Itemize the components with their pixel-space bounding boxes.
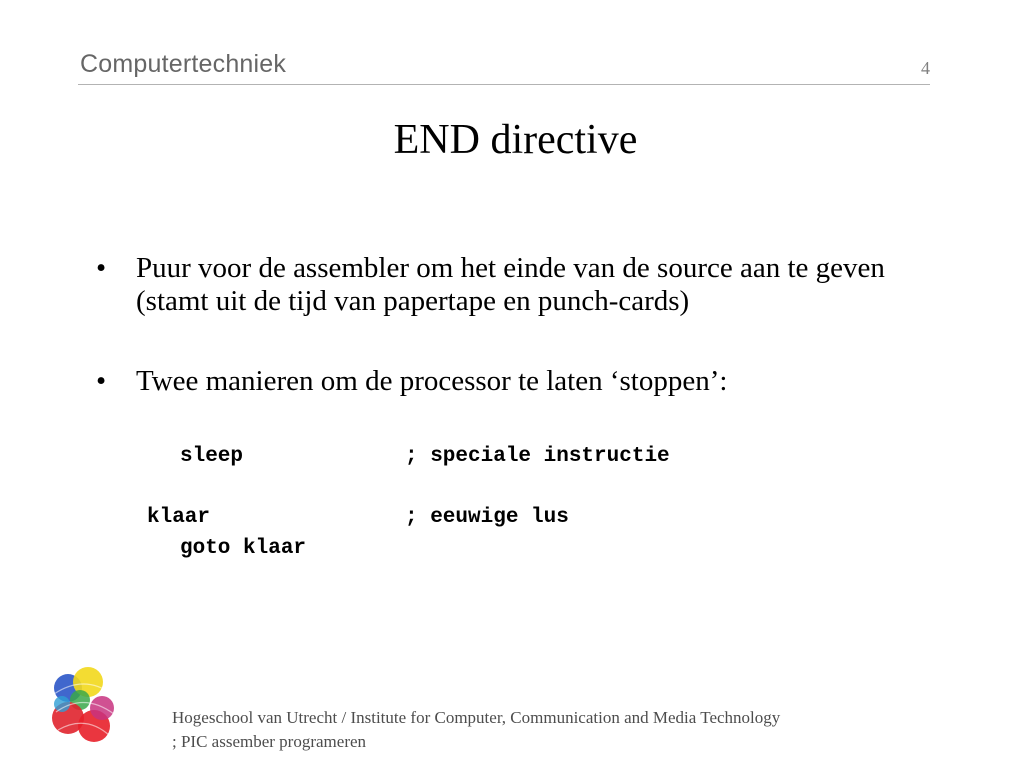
slide-title: END directive: [393, 117, 638, 163]
logo-blob-magenta: [90, 696, 114, 720]
footer-institution: Hogeschool van Utrecht / Institute for Computer, Communication and Media Technology: [172, 708, 781, 727]
bullet-text: Twee manieren om de processor te laten ‘stoppen’:: [136, 365, 728, 397]
bullet-item: [96, 365, 936, 398]
bullet-marker: •: [96, 365, 107, 397]
code-instruction: sleep: [180, 445, 244, 468]
code-comment: ; speciale instructie: [405, 445, 670, 468]
code-instruction: goto klaar: [180, 537, 307, 560]
bullet-text: Puur voor de assembler om het einde van de source aan te geven (stamt uit de tijd van papertape en punch-cards): [136, 252, 885, 317]
bullet-item: [96, 252, 936, 318]
code-label: klaar: [147, 506, 211, 529]
footer-course: ; PIC assember programeren: [172, 732, 367, 751]
bullet-marker: •: [96, 252, 107, 284]
school-logo: [48, 664, 120, 746]
header-divider: [78, 84, 930, 85]
logo-blob-cyan: [54, 696, 70, 712]
page-number: 4: [921, 58, 930, 78]
header-title: Computertechniek: [80, 50, 287, 78]
code-comment: ; eeuwige lus: [405, 506, 569, 529]
